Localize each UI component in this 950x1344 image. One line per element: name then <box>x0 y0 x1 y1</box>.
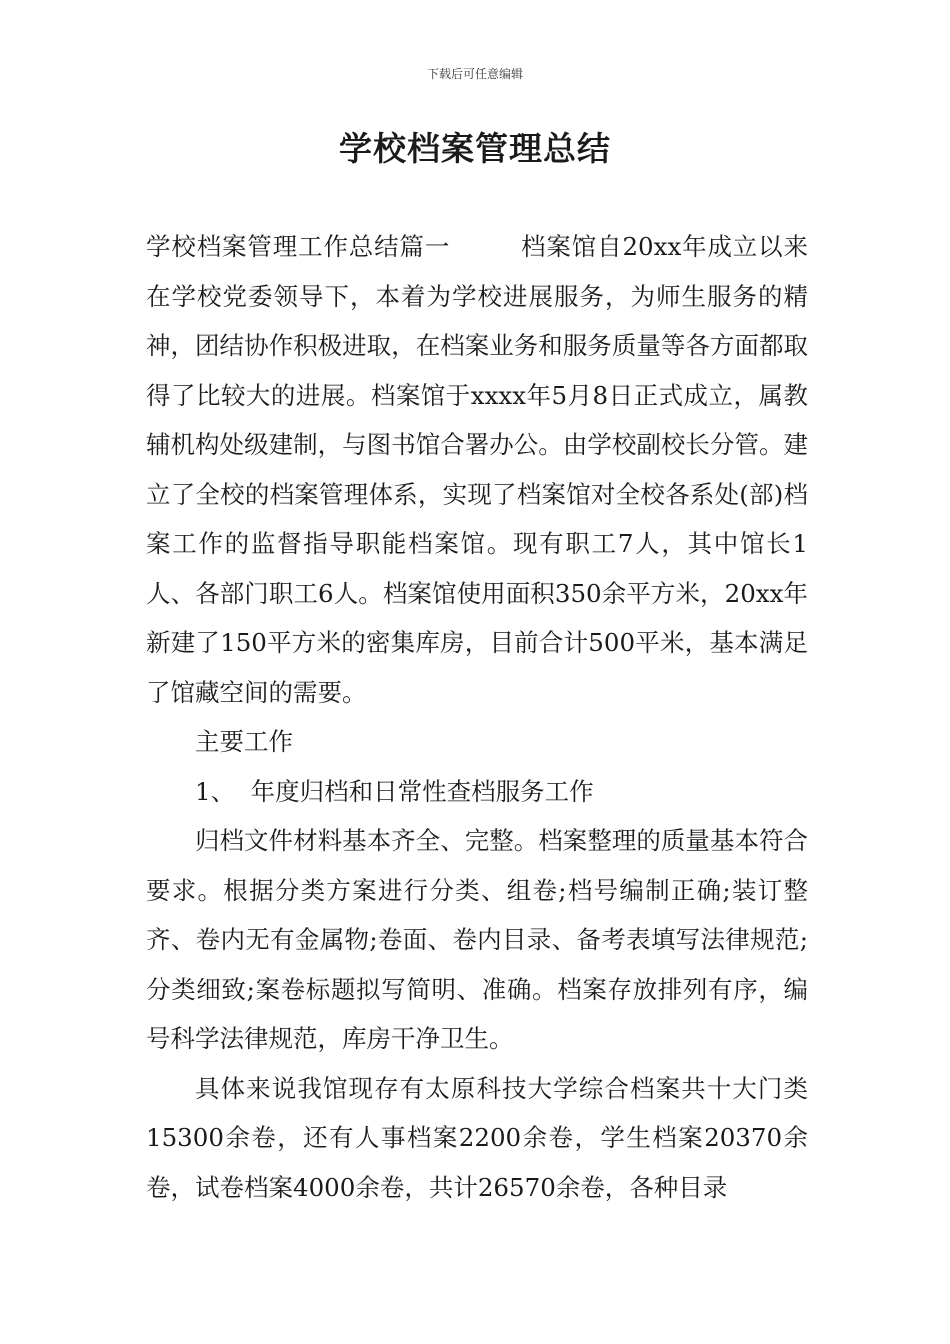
section-heading: 主要工作 <box>195 727 293 756</box>
header-note: 下载后可任意编辑 <box>426 67 523 81</box>
item-heading: 1、 年度归档和日常性查档服务工作 <box>195 776 594 806</box>
paragraph-archiving: 归档文件材料基本齐全、完整。档案整理的质量基本符合要求。根据分类方案进行分类、组卷;档号编制正确;装订整齐、卷内无有金属物;卷面、卷内目录、备考表填写法律规范;分类细致;案卷标题拟写简明、准确。档案存放排列有序，编号科学法律规范，库房干净卫生。 <box>146 826 808 1053</box>
document-body <box>146 222 808 1212</box>
paragraph-intro-lead: 学校档案管理工作总结篇一 <box>146 232 451 261</box>
paragraph-holdings: 具体来说我馆现存有太原科技大学综合档案共十大门类15300余卷，还有人事档案2200余卷，学生档案20370余卷，试卷档案4000余卷，共计26570余卷，各种目录 <box>146 1073 808 1202</box>
paragraph-intro-text: 档案馆自20xx年成立以来在学校党委领导下，本着为学校进展服务，为师生服务的精神，团结协作积极进取，在档案业务和服务质量等各方面都取得了比较大的进展。档案馆于xxxx年5月8日正式成立，属教辅机构处级建制，与图书馆合署办公。由学校副校长分管。建立了全校的档案管理体系，实现了档案馆对全校各系处(部)档案工作的监督指导职能档案馆。现有职工7人，其中馆长1人、各部门职工6人。档案馆使用面积350余平方米，20xx年新建了150平方米的密集库房，目前合计500平米，基本满足了馆藏空间的需要。 <box>146 232 809 707</box>
paragraph-intro <box>146 222 808 717</box>
document-title: 学校档案管理总结 <box>339 129 611 168</box>
